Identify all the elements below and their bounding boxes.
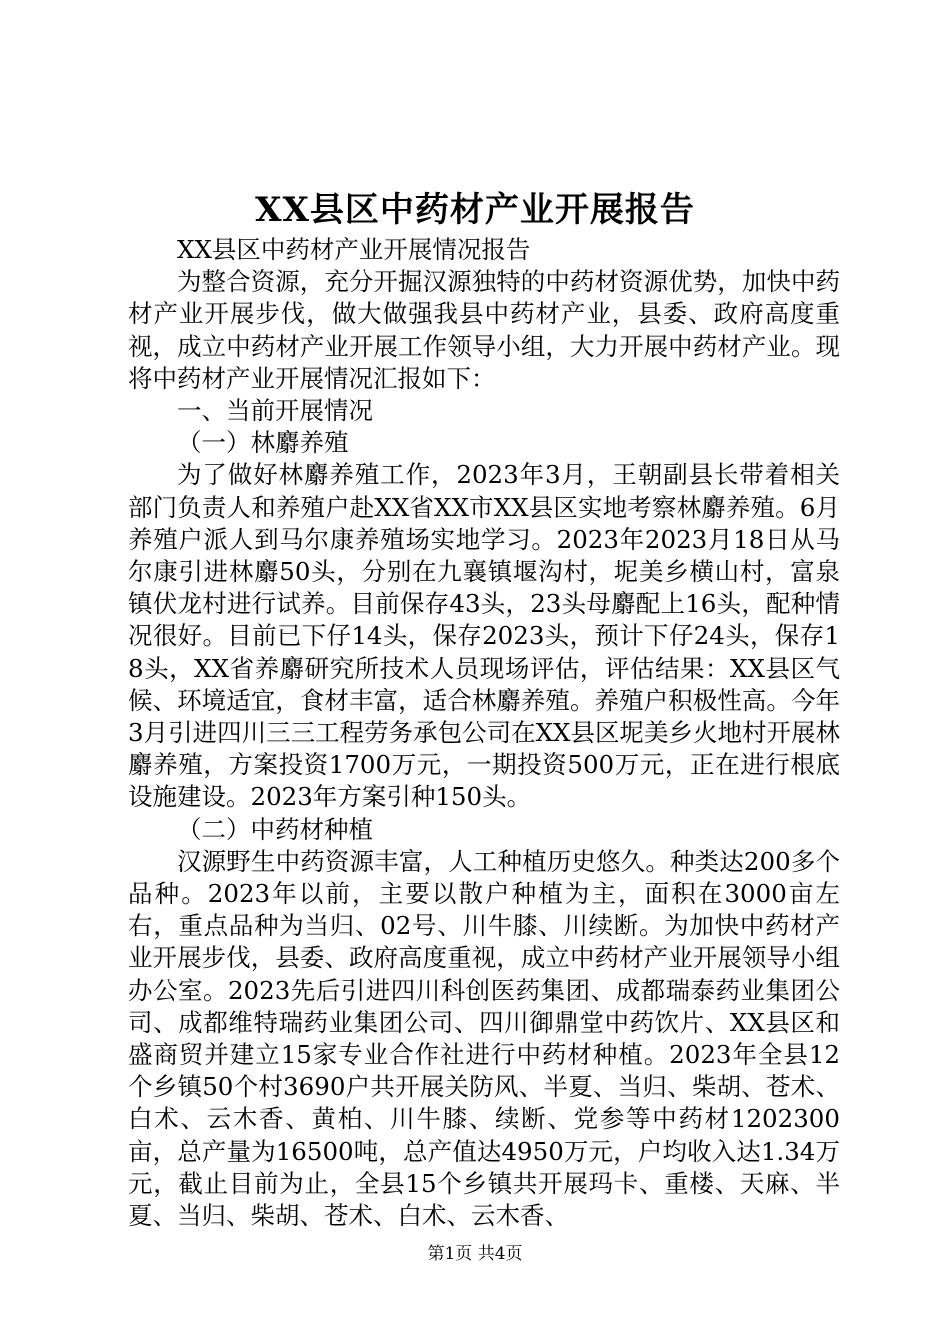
subsection-heading-musk-deer: （一）林麝养殖 (177, 428, 349, 458)
document-body (128, 234, 840, 1232)
paragraph-introduction: 为整合资源，充分开掘汉源独特的中药材资源优势，加快中药材产业开展步伐，做大做强我县中药材产业，县委、政府高度重视，成立中药材产业开展工作领导小组，大力开展中药材产业。现将中药材产业开展情况汇报如下： (128, 267, 840, 393)
subsection-heading-herb-planting: （二）中药材种植 (177, 814, 373, 844)
section-heading-current-status: 一、当前开展情况 (177, 396, 373, 426)
paragraph-musk-deer: 为了做好林麝养殖工作，2023年3月，王朝副县长带着相关部门负责人和养殖户赴XX省XX市XX县区实地考察林麝养殖。6月养殖户派人到马尔康养殖场实地学习。2023年2023月18日从马尔康引进林麝50头，分别在九襄镇堰沟村，坭美乡横山村，富泉镇伏龙村进行试养。目前保存43头，23头母麝配上16头，配种情况很好。目前已下仔14头，保存2023头，预计下仔24头，保存18头，XX省养麝研究所技术人员现场评估，评估结果：XX县区气候、环境适宜，食材丰富，适合林麝养殖。养殖户积极性高。今年3月引进四川三三工程劳务承包公司在XX县区坭美乡火地村开展林麝养殖，方案投资1700万元，一期投资500万元，正在进行根底设施建设。2023年方案引种150头。 (128, 460, 840, 812)
paragraph-report-subtitle: XX县区中药材产业开展情况报告 (177, 235, 531, 264)
document-title: XX县区中药材产业开展报告 (255, 190, 695, 230)
page-footer: 第1页 共4页 (427, 1244, 523, 1264)
paragraph-herb-planting: 汉源野生中药资源丰富，人工种植历史悠久。种类达200多个品种。2023年以前，主要以散户种植为主，面积在3000亩左右，重点品种为当归、02号、川牛膝、川续断。为加快中药材产业开展步伐，县委、政府高度重视，成立中药材产业开展领导小组办公室。2023先后引进四川科创医药集团、成都瑞泰药业集团公司、成都维特瑞药业集团公司、四川御鼎堂中药饮片、XX县区和盛商贸并建立15家专业合作社进行中药材种植。2023年全县12个乡镇50个村3690户共开展关防风、半夏、当归、柴胡、苍术、白术、云木香、黄柏、川牛膝、续断、党参等中药材1202300亩，总产量为16500吨，总产值达4950万元，户均收入达1.34万元，截止目前为止，全县15个乡镇共开展玛卡、重楼、天麻、半夏、当归、柴胡、苍术、白术、云木香、 (128, 846, 840, 1231)
